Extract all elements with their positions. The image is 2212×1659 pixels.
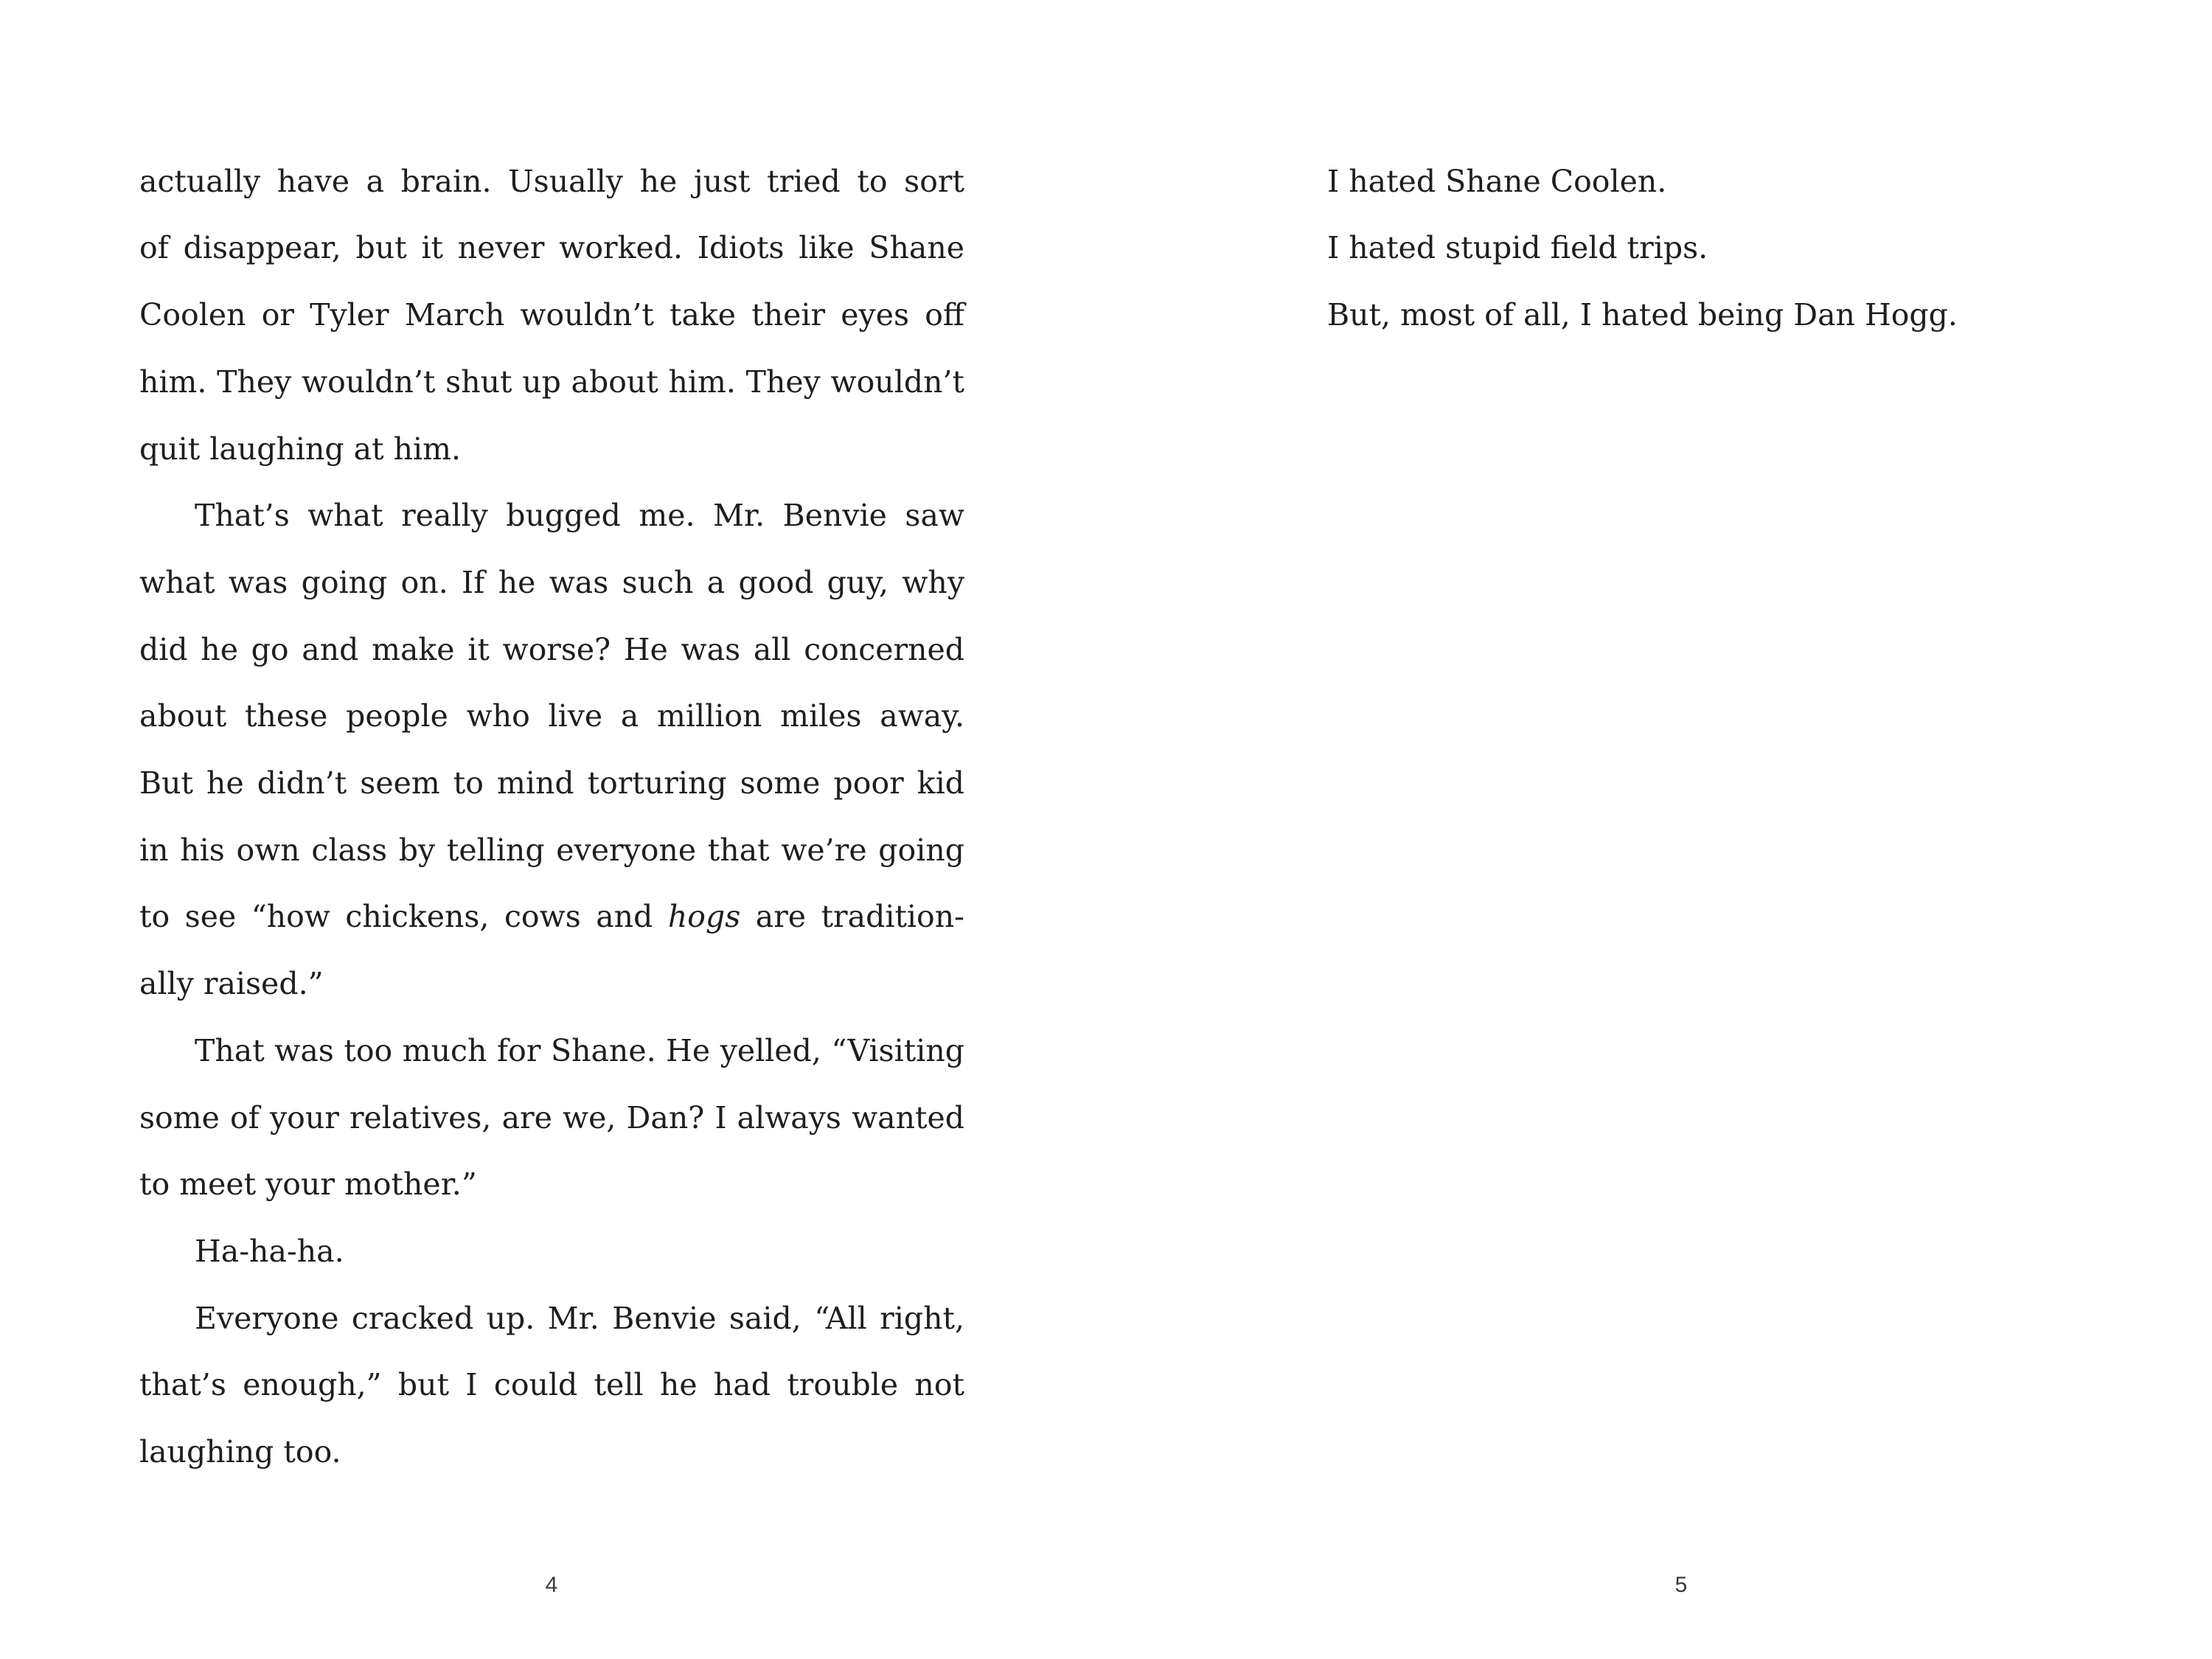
text-line: I hated Shane Coolen. [1327, 164, 1667, 199]
text-line: about these people who live a million miles away. [139, 698, 964, 734]
text-line: Coolen or Tyler March wouldn’t take their eyes off [139, 297, 964, 333]
text-line: Everyone cracked up. Mr. Benvie said, “All right, [195, 1301, 964, 1336]
text-run: to see “how chickens, cows and [139, 899, 668, 934]
emphasis-text: hogs [667, 899, 741, 934]
text-line: what was going on. If he was such a good guy, why [139, 565, 964, 600]
text-line: laughing too. [139, 1434, 341, 1470]
text-line: That was too much for Shane. He yelled, “Visiting [195, 1033, 964, 1068]
text-line: quit laughing at him. [139, 431, 462, 467]
text-line: in his own class by telling everyone that we’re going [139, 832, 964, 868]
text-line: actually have a brain. Usually he just tried to sort [139, 164, 964, 199]
text-line: I hated stupid field trips. [1327, 230, 1708, 265]
text-line: Ha-ha-ha. [195, 1234, 344, 1269]
text-line: him. They wouldn’t shut up about him. They wouldn’t [139, 364, 964, 400]
text-line: some of your relatives, are we, Dan? I always wanted [139, 1100, 964, 1135]
right-page [1106, 0, 2212, 1659]
text-line: of disappear, but it never worked. Idiots like Shane [139, 230, 964, 265]
page-number: 4 [545, 1573, 558, 1597]
text-line: ally raised.” [139, 966, 324, 1001]
text-line: did he go and make it worse? He was all concerned [139, 632, 964, 667]
text-line: But, most of all, I hated being Dan Hogg. [1327, 297, 1958, 333]
text-line: to meet your mother.” [139, 1166, 477, 1202]
page-number: 5 [1674, 1573, 1688, 1597]
text-line: But he didn’t seem to mind torturing some poor kid [139, 765, 964, 801]
text-line: That’s what really bugged me. Mr. Benvie saw [195, 498, 964, 533]
text-line: that’s enough,” but I could tell he had trouble not [139, 1367, 964, 1402]
text-run: are tradition- [740, 899, 964, 934]
text-line [139, 894, 964, 939]
